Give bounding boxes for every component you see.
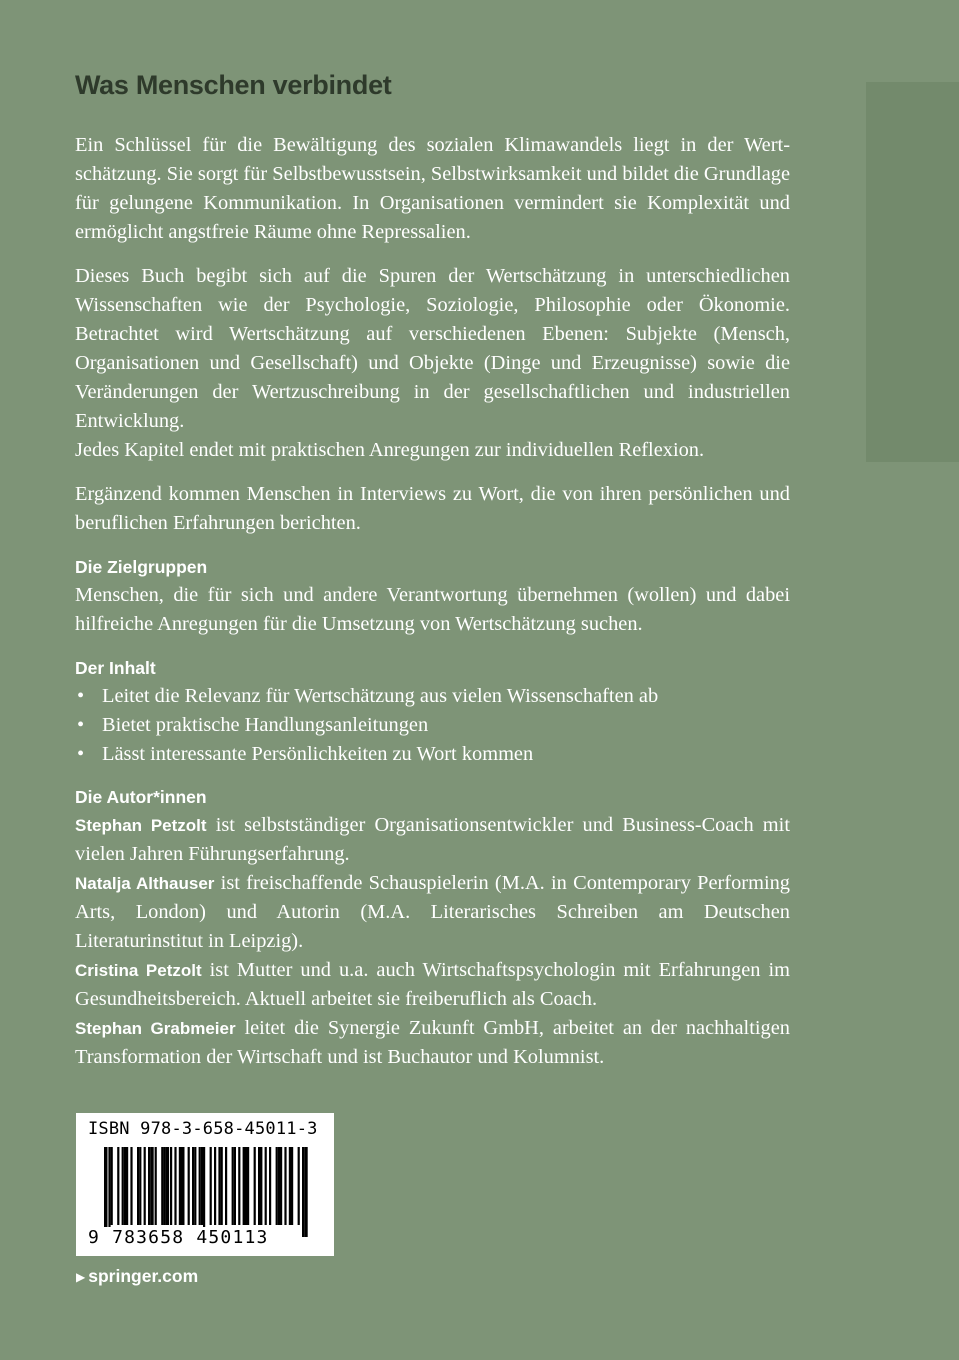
author-bio-text: ist freischaffende Schauspielerin (M.A. in Contemporary Performing Arts, London) und Autorin (M.A. Literarisches Schreiben am Deutschen Literaturinstitut in Leipzig). [75,872,791,952]
page-title: Was Menschen verbindet [75,70,392,100]
arrow-right-icon: ▶ [76,1270,86,1284]
barcode-bar [247,1147,249,1225]
zielgruppen-text: Menschen, die für sich und andere Verantwortung übernehmen (wollen) und dabei hilfreiche Anregungen für die Umsetzung von Wertschätzung suchen. [75,584,790,635]
barcode-bar [139,1147,141,1225]
barcode-bar [117,1147,119,1225]
barcode-bar [234,1147,236,1225]
author-bio-text: leitet die Synergie Zukunft GmbH, arbeitet an der nachhaltigen Transformation der Wirtschaft und ist Buchautor und Kolumnist. [75,1017,790,1068]
barcode-bar [245,1147,247,1225]
author-bio-text: ist selbstständiger Organisationsentwickler und Business-Coach mit vielen Jahren Führungserfahrung. [75,814,790,865]
isbn-label: ISBN 978-3-658-45011-3 [88,1119,318,1139]
zielgruppen-heading: Die Zielgruppen [75,557,208,577]
barcode-bar [269,1147,271,1225]
barcode-bar [150,1147,154,1225]
inhalt-list [75,682,790,769]
author-name: Stephan Grabmeier [75,1019,236,1038]
author-name: Natalja Althauser [75,874,215,893]
barcode-bar [214,1147,216,1225]
barcode-bar [126,1147,128,1225]
barcode-bar [221,1147,223,1225]
barcode-bar [284,1147,286,1225]
barcode-bar [179,1147,181,1225]
barcode-bar [225,1147,227,1225]
ean-digits [88,1227,328,1248]
interviews-paragraph: Ergänzend kommen Menschen in Interviews zu Wort, die von ihren persönlichen und beruflichen Erfahrungen berichten. [75,483,790,534]
barcode-bar [232,1147,234,1225]
isbn-barcode [76,1113,334,1256]
barcode-bar [238,1147,240,1225]
barcode-bar [201,1147,203,1225]
springer-link[interactable] [76,1266,198,1287]
author-bio-text: ist Mutter und u.a. auch Wirtschaftspsychologin mit Erfahrungen im Gesundheitsbereich. Aktuell arbeitet sie freiberuflich als Coach. [75,959,790,1010]
barcode-bar [130,1147,132,1225]
barcode-bar [104,1147,108,1237]
barcode-bar [148,1147,150,1225]
barcode-bar [254,1147,256,1225]
barcode-bar [260,1147,262,1225]
author-bio [75,811,790,869]
barcode-bar [304,1147,308,1237]
barcode-bar [203,1147,205,1237]
autoren-heading: Die Autor*innen [75,787,207,807]
barcode-bar [194,1147,196,1225]
ean-digits-text: 9 783658 450113 [88,1227,269,1248]
author-bio [75,869,790,956]
barcode-bar [174,1147,176,1225]
list-item: • Lässt interessante Persönlichkeiten zu Wort kommen [75,740,790,769]
barcode-bar [218,1147,220,1225]
barcode-bar [181,1147,185,1225]
author-bio [75,956,790,1014]
barcode-bar [170,1147,172,1225]
barcode-bar [144,1147,146,1225]
barcode-bar [166,1147,170,1225]
barcode-bar [155,1147,157,1225]
barcode-bar [163,1147,165,1225]
description-paragraph: Dieses Buch begibt sich auf die Spuren der Wertschätzung in unterschiedlichen Wissenschaften wie der Psychologie, Soziologie, Philosophie oder Ökonomie. Betrachtet wird Wertschätzung auf verschiedenen Ebenen: Subjekte (Mensch, Organisationen und Gesellschaft) und Objekte (Dinge und Erzeugnisse) sowie die Veränderungen der Wertzuschreibung in der gesellschaftlichen und industriellen Entwicklung. [75,265,790,432]
barcode-bar [161,1147,163,1225]
author-name: Cristina Petzolt [75,961,202,980]
back-cover-text [75,70,790,1072]
barcode-bar [108,1147,110,1237]
barcode-bar [137,1147,139,1225]
reflection-paragraph: Jedes Kapitel endet mit praktischen Anregungen zur individuellen Reflexion. [75,439,705,461]
list-item: • Bietet praktische Handlungsanleitungen [75,711,790,740]
barcode-bar [210,1147,212,1225]
barcode-bar [199,1147,201,1225]
barcode-bar [298,1147,300,1225]
inhalt-heading: Der Inhalt [75,658,156,678]
barcode-bar [122,1147,124,1225]
barcode-bar [188,1147,190,1225]
list-item: • Leitet die Relevanz für Wertschätzung aus vielen Wissenschaften ab [75,682,790,711]
author-name: Stephan Petzolt [75,816,207,835]
barcode-bar [124,1147,126,1225]
barcode-bar [278,1147,280,1225]
intro-paragraph: Ein Schlüssel für die Bewältigung des sozialen Klimawandels liegt in der Wertschätzung. Sie sorgt für Selbstbewusstsein, Selbstwirksamkeit und bildet die Grundlage für gelungene Kommunikation. In Organisationen vermindert sie Komplexität und ermöglicht angstfreie Räume ohne Repressalien. [75,134,790,243]
barcode-bar [192,1147,194,1225]
barcode-bar [291,1147,293,1225]
barcode-bar [280,1147,282,1225]
author-bio [75,1014,790,1072]
barcode-bar [111,1147,113,1225]
barcode-bar [265,1147,267,1225]
barcode-bar [276,1147,278,1225]
barcode-bar [302,1147,304,1237]
springer-link-text: springer.com [88,1266,199,1286]
side-color-tab [866,82,959,462]
